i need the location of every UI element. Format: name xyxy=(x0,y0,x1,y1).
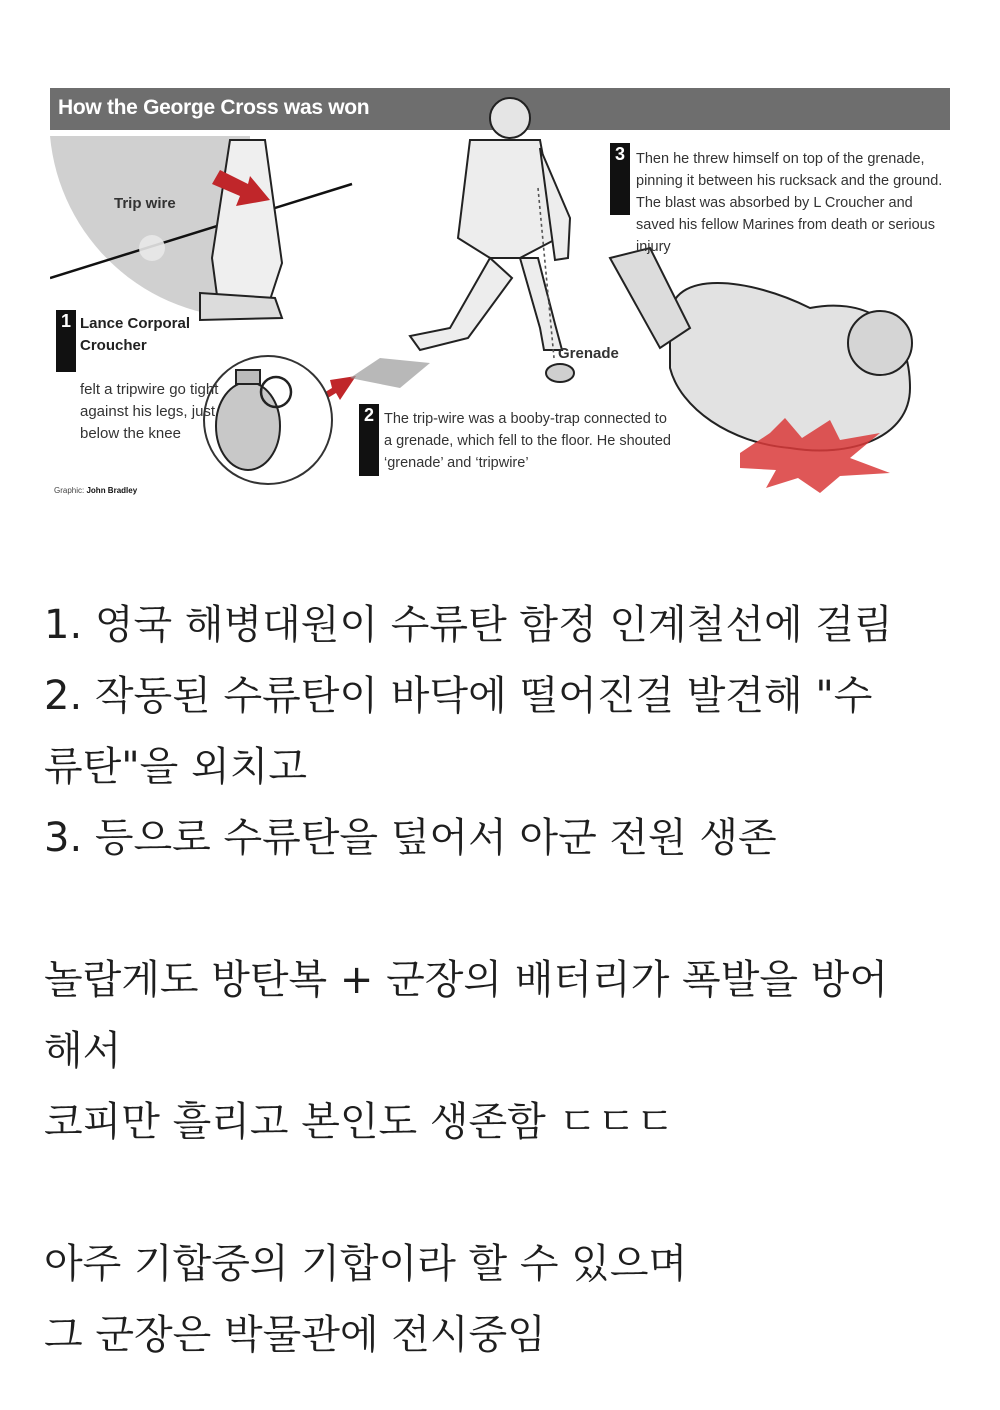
blank-line xyxy=(44,1158,964,1229)
step-number-1: 1 xyxy=(56,310,76,372)
step-3-text: Then he threw himself on top of the grenade, pinning it between his rucksack and the ground. The blast was absorbed by L Croucher and saved his fellow Marines from death or serious injury xyxy=(636,151,943,255)
body-line: 아주 기합중의 기합이라 할 수 있으며 xyxy=(44,1241,688,1287)
post-body xyxy=(44,590,964,1371)
blank-line xyxy=(44,874,964,945)
body-line: 그 군장은 박물관에 전시중임 xyxy=(44,1312,546,1358)
step-1-name: Lance Corporal Croucher xyxy=(80,315,191,354)
body-line: 1. 영국 해병대원이 수류탄 함정 인계철선에 걸림 xyxy=(44,602,893,648)
step-number-2: 2 xyxy=(359,404,379,476)
body-line: 류탄"을 외치고 xyxy=(44,744,307,790)
grenade-label: Grenade xyxy=(558,345,619,362)
body-line: 놀랍게도 방탄복 + 군장의 배터리가 폭발을 방어 xyxy=(44,957,888,1003)
boot-icon xyxy=(200,293,282,320)
step-number-3: 3 xyxy=(610,143,630,215)
trip-wire-label: Trip wire xyxy=(114,195,176,212)
george-cross-infographic xyxy=(50,88,950,508)
step-1-text: felt a tripwire go tight against his legs, just below the knee xyxy=(80,381,219,442)
infographic-title: How the George Cross was won xyxy=(58,96,370,119)
fallen-grenade-icon xyxy=(546,364,574,382)
credit-name: John Bradley xyxy=(86,486,138,495)
helmet-icon xyxy=(848,311,912,375)
credit-label: Graphic: xyxy=(54,486,85,495)
body-line: 2. 작동된 수류탄이 바닥에 떨어진걸 발견해 "수 xyxy=(44,673,873,719)
graphic-credit xyxy=(54,486,137,496)
step-2-text: The trip-wire was a booby-trap connected to a grenade, which fell to the floor. He shouted ‘grenade’ and ‘tripwire’ xyxy=(384,411,671,471)
body-line: 3. 등으로 수류탄을 덮어서 아군 전원 생존 xyxy=(44,815,777,861)
body-line: 해서 xyxy=(44,1028,122,1074)
body-line: 코피만 흘리고 본인도 생존함 ㄷㄷㄷ xyxy=(44,1099,675,1145)
marine-helmet-icon xyxy=(490,98,530,138)
